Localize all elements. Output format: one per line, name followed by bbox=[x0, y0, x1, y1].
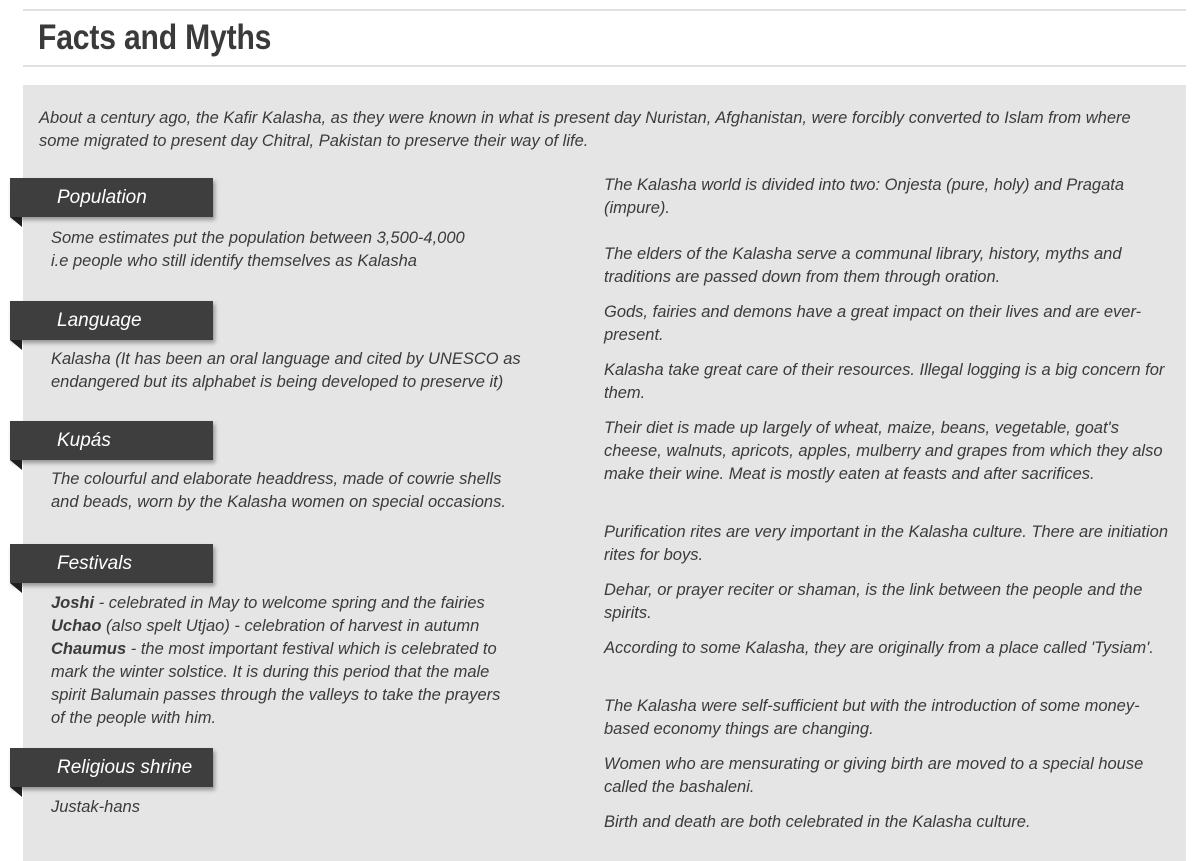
section-heading: Festivals bbox=[57, 553, 132, 574]
section-heading: Language bbox=[57, 310, 142, 331]
fact-paragraph: Women who are mensurating or giving birth are moved to a special house called the bashaleni. bbox=[604, 755, 1144, 796]
title-divider bbox=[23, 65, 1186, 67]
section-ribbon-kupas bbox=[10, 421, 213, 460]
page-title: Facts and Myths bbox=[38, 18, 272, 57]
language-text bbox=[51, 348, 571, 394]
section-heading: Religious shrine bbox=[57, 757, 193, 778]
kupas-text bbox=[51, 468, 571, 514]
festival-line bbox=[51, 592, 571, 615]
festival-name: Chaumus bbox=[51, 640, 127, 658]
fact-paragraph: The Kalasha were self-sufficient but with the introduction of some money-based economy things are changing. bbox=[604, 697, 1140, 738]
section-ribbon-religious-shrine bbox=[10, 748, 213, 787]
text-line: and beads, worn by the Kalasha women on special occasions. bbox=[51, 493, 506, 511]
fact-paragraph: According to some Kalasha, they are originally from a place called 'Tysiam'. bbox=[604, 639, 1154, 657]
festival-desc: (also spelt Utjao) - celebration of harvest in autumn bbox=[101, 617, 480, 635]
section-ribbon-language bbox=[10, 301, 213, 340]
text-line: endangered but its alphabet is being developed to preserve it) bbox=[51, 373, 504, 391]
fact-paragraph: Their diet is made up largely of wheat, maize, beans, vegetable, goat's cheese, walnuts, apricots, apples, mulberry and grapes from which they also make their wine. Meat is mostly eaten at feasts and after sacrifices. bbox=[604, 419, 1163, 483]
text-line: spirit Balumain passes through the valleys to take the prayers bbox=[51, 686, 501, 704]
fact-paragraph: Birth and death are both celebrated in the Kalasha culture. bbox=[604, 813, 1031, 831]
text-line: Justak-hans bbox=[51, 798, 140, 816]
top-divider bbox=[23, 9, 1186, 11]
text-line: mark the winter solstice. It is during this period that the male bbox=[51, 663, 490, 681]
fact-paragraph: Purification rites are very important in the Kalasha culture. There are initiation rites for boys. bbox=[604, 523, 1169, 564]
section-heading: Population bbox=[57, 187, 147, 208]
religious-shrine-text bbox=[51, 796, 571, 819]
fact-paragraph: The Kalasha world is divided into two: Onjesta (pure, holy) and Pragata (impure). bbox=[604, 176, 1125, 217]
text-line: of the people with him. bbox=[51, 709, 217, 727]
section-heading: Kupás bbox=[57, 430, 111, 451]
text-line: The colourful and elaborate headdress, made of cowrie shells bbox=[51, 470, 502, 488]
text-line: i.e people who still identify themselves as Kalasha bbox=[51, 252, 417, 270]
section-ribbon-festivals bbox=[10, 544, 213, 583]
text-line: Some estimates put the population between 3,500-4,000 bbox=[51, 229, 465, 247]
festival-line bbox=[51, 615, 571, 638]
fact-paragraph: Dehar, or prayer reciter or shaman, is the link between the people and the spirits. bbox=[604, 581, 1143, 622]
festival-name: Joshi bbox=[51, 594, 95, 612]
festival-name: Uchao bbox=[51, 617, 102, 635]
fact-paragraph: Gods, fairies and demons have a great impact on their lives and are ever-present. bbox=[604, 303, 1142, 344]
text-line: Kalasha (It has been an oral language and cited by UNESCO as bbox=[51, 350, 521, 368]
fact-paragraph: Kalasha take great care of their resources. Illegal logging is a big concern for them. bbox=[604, 361, 1165, 402]
festival-desc: - celebrated in May to welcome spring and the fairies bbox=[94, 594, 485, 612]
festival-line bbox=[51, 638, 571, 661]
intro-paragraph: About a century ago, the Kafir Kalasha, as they were known in what is present day Nuristan, Afghanistan, were forcibly converted to Islam from where some migrated to present day Chitral, Pakistan to preserve their way of life. bbox=[39, 109, 1131, 150]
section-ribbon-population bbox=[10, 178, 213, 217]
festival-desc: - the most important festival which is celebrated to bbox=[126, 640, 497, 658]
fact-paragraph: The elders of the Kalasha serve a communal library, history, myths and traditions are passed down from them through oration. bbox=[604, 245, 1122, 286]
festivals-text bbox=[51, 592, 571, 730]
population-text bbox=[51, 227, 571, 273]
